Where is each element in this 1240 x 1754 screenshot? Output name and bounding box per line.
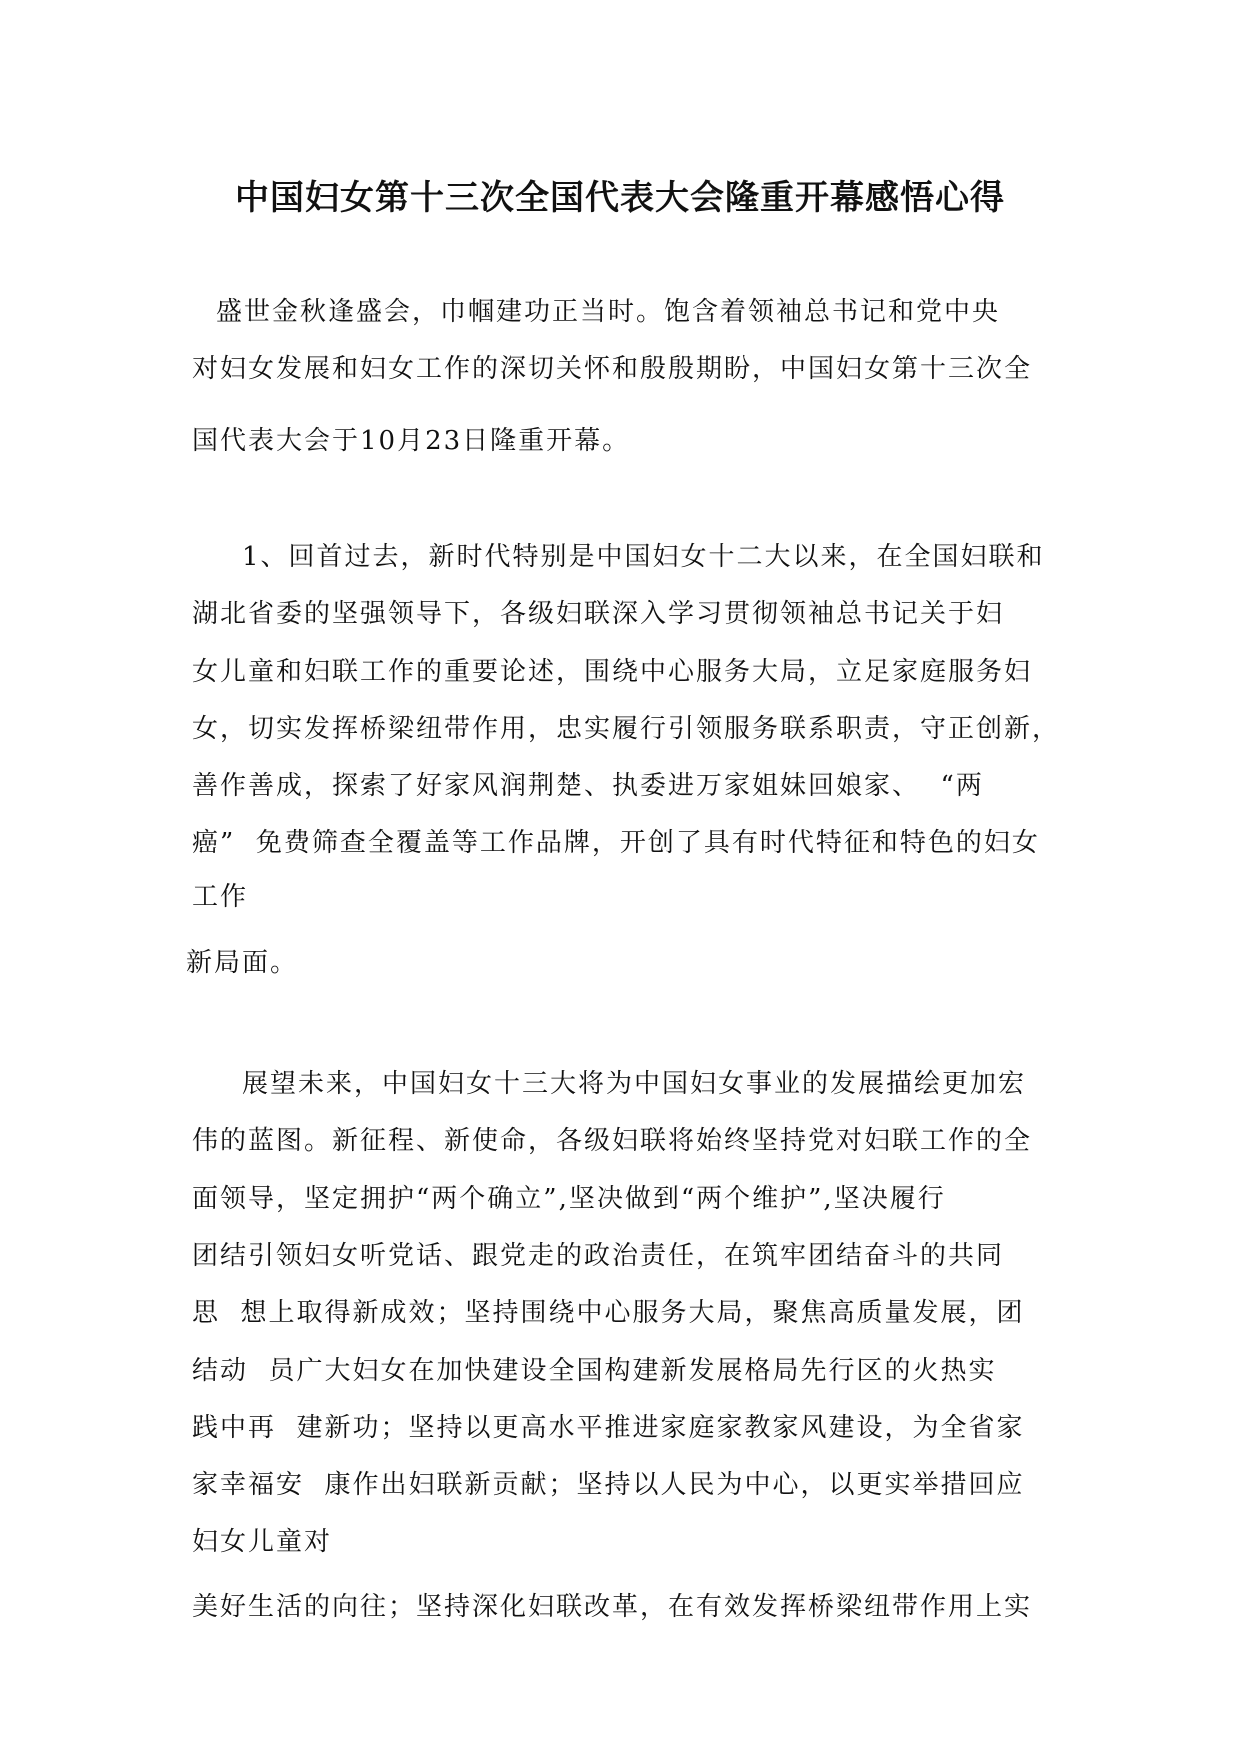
paragraph-2-line-8: 新局面。 bbox=[186, 948, 299, 978]
paragraph-3-line-5: 思 想上取得新成效；坚持围绕中心服务大局，聚焦高质量发展，团 bbox=[192, 1298, 1025, 1328]
paragraph-1-line-3: 国代表大会于10月23日隆重开幕。 bbox=[192, 426, 631, 456]
paragraph-2-line-3: 女儿童和妇联工作的重要论述，围绕中心服务大局，立足家庭服务妇 bbox=[192, 657, 1033, 687]
paragraph-3-line-2: 伟的蓝图。新征程、新使命，各级妇联将始终坚持党对妇联工作的全 bbox=[192, 1126, 1033, 1156]
paragraph-2-line-5: 善作善成，探索了好家风润荆楚、执委进万家姐妹回娘家、 “两 bbox=[192, 771, 984, 801]
document-title: 中国妇女第十三次全国代表大会隆重开幕感悟心得 bbox=[235, 178, 1005, 218]
paragraph-2-line-1: 1、回首过去，新时代特别是中国妇女十二大以来，在全国妇联和 bbox=[242, 542, 1045, 572]
paragraph-2-line-2: 湖北省委的坚强领导下，各级妇联深入学习贯彻领袖总书记关于妇 bbox=[192, 599, 1005, 629]
paragraph-2-line-4: 女，切实发挥桥梁纽带作用，忠实履行引领服务联系职责，守正创新， bbox=[192, 714, 1061, 744]
paragraph-2-line-7: 工作 bbox=[192, 882, 249, 912]
paragraph-1-line-2: 对妇女发展和妇女工作的深切关怀和殷殷期盼，中国妇女第十三次全 bbox=[192, 354, 1033, 384]
paragraph-3-line-10: 美好生活的向往；坚持深化妇联改革，在有效发挥桥梁纽带作用上实 bbox=[192, 1592, 1033, 1622]
paragraph-2-line-6: 癌” 免费筛查全覆盖等工作品牌，开创了具有时代特征和特色的妇女 bbox=[192, 828, 1040, 858]
paragraph-1-line-1: 盛世金秋逢盛会，巾帼建功正当时。饱含着领袖总书记和党中央 bbox=[216, 297, 1001, 327]
paragraph-3-line-1: 展望未来，中国妇女十三大将为中国妇女事业的发展描绘更加宏 bbox=[242, 1069, 1027, 1099]
paragraph-3-line-9: 妇女儿童对 bbox=[192, 1527, 333, 1557]
paragraph-3-line-3: 面领导，坚定拥护“两个确立”,坚决做到“两个维护”,坚决履行 bbox=[192, 1184, 946, 1214]
paragraph-3-line-6: 结动 员广大妇女在加快建设全国构建新发展格局先行区的火热实 bbox=[192, 1356, 997, 1386]
paragraph-3-line-8: 家幸福安 康作出妇联新贡献；坚持以人民为中心，以更实举措回应 bbox=[192, 1470, 1025, 1500]
paragraph-3-line-7: 践中再 建新功；坚持以更高水平推进家庭家教家风建设，为全省家 bbox=[192, 1413, 1025, 1443]
paragraph-3-line-4: 团结引领妇女听党话、跟党走的政治责任，在筑牢团结奋斗的共同 bbox=[192, 1241, 1005, 1271]
